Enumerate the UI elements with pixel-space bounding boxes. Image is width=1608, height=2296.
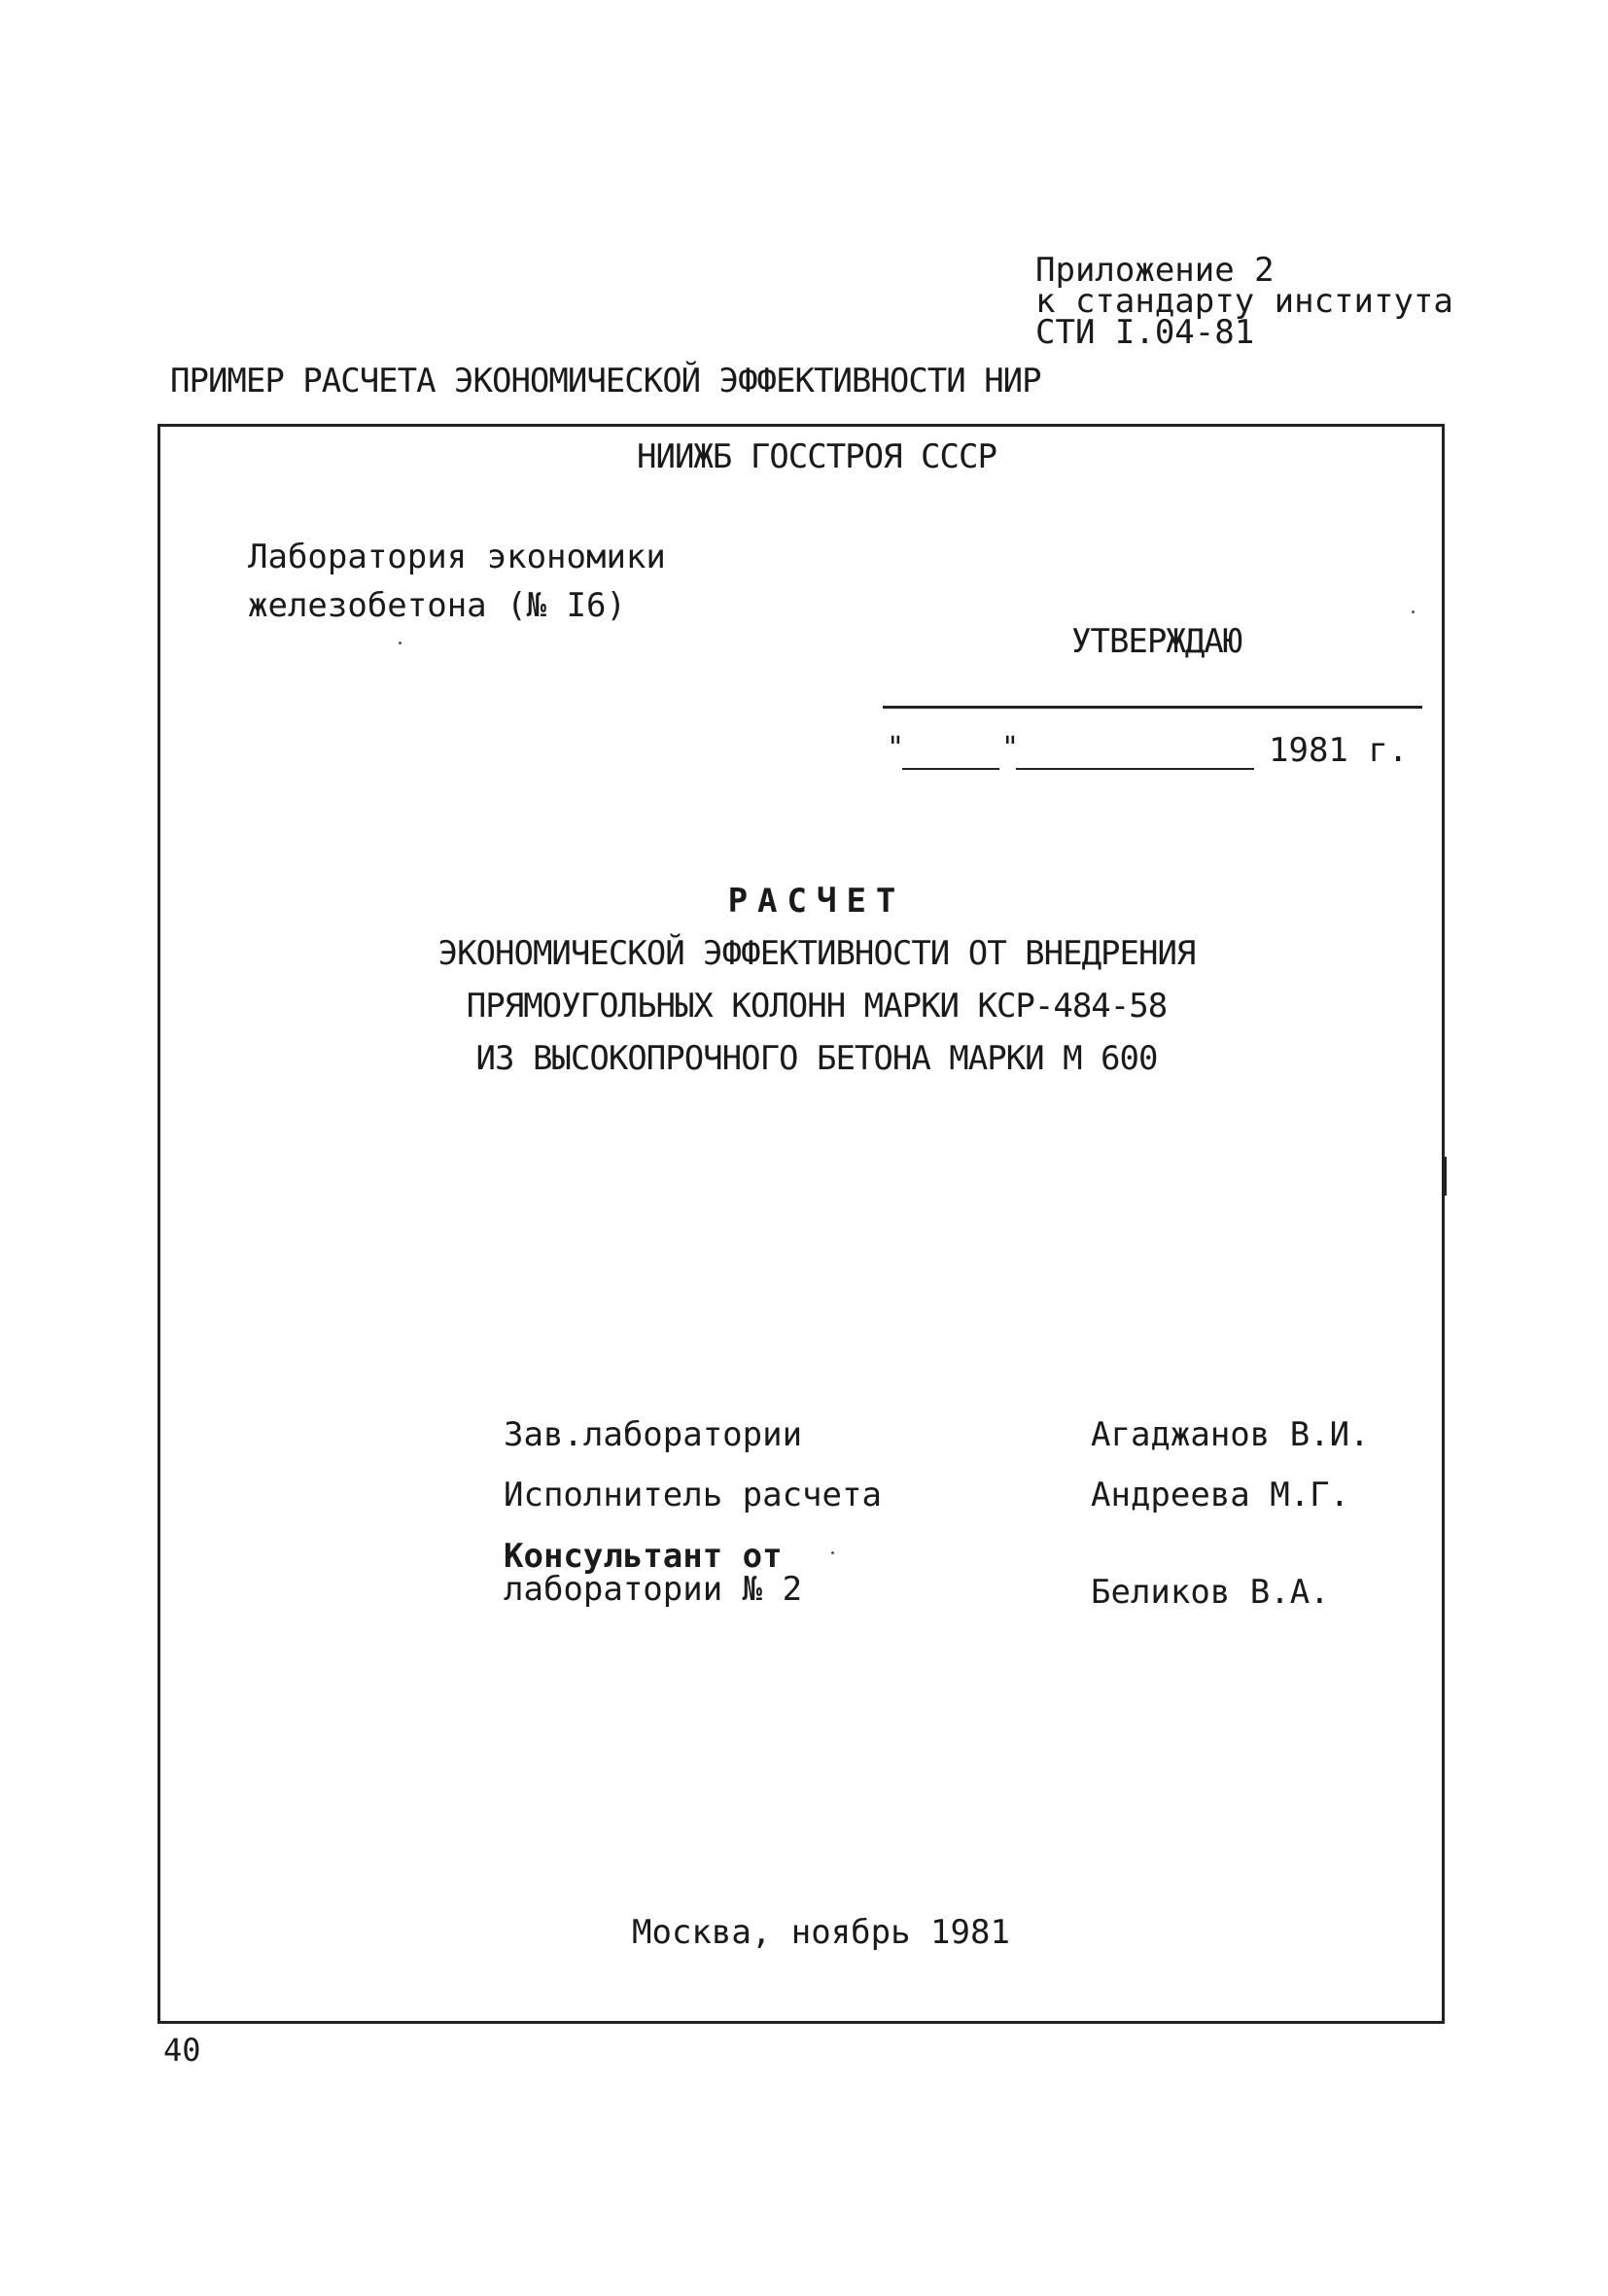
laboratory-line-2: железобетона (№ I6) bbox=[248, 586, 626, 625]
title-line-4: ИЗ ВЫСОКОПРОЧНОГО БЕТОНА МАРКИ М 600 bbox=[475, 1039, 1158, 1078]
signatory-name-3: Беликов В.А. bbox=[1091, 1573, 1330, 1612]
appendix-line-1: Приложение 2 bbox=[1035, 251, 1275, 290]
date-quote-close: " bbox=[1001, 731, 1020, 765]
date-day-blank bbox=[902, 768, 999, 770]
signatory-role-3-line-2: лаборатории № 2 bbox=[504, 1570, 803, 1609]
approval-year: 1981 г. bbox=[1269, 731, 1409, 770]
approval-label: УТВЕРЖДАЮ bbox=[1071, 622, 1242, 661]
signatory-role-1: Зав.лаборатории bbox=[504, 1415, 803, 1454]
appendix-note bbox=[1035, 251, 1453, 352]
scan-speck bbox=[399, 642, 402, 644]
document-title bbox=[428, 875, 1206, 1085]
appendix-line-3: СТИ I.04-81 bbox=[1035, 313, 1255, 352]
frame-edge-mark bbox=[1443, 1157, 1447, 1196]
signatory-role-3 bbox=[504, 1537, 803, 1609]
signatory-name-2: Андреева М.Г. bbox=[1091, 1476, 1350, 1514]
signatory-role-3-line-1: Консультант от bbox=[504, 1537, 783, 1576]
laboratory-name bbox=[248, 533, 666, 630]
date-quote-open: " bbox=[887, 731, 905, 765]
title-line-2: ЭКОНОМИЧЕСКОЙ ЭФФЕКТИВНОСТИ ОТ ВНЕДРЕНИЯ bbox=[437, 934, 1196, 973]
title-line-1: РАСЧЕТ bbox=[727, 882, 906, 921]
date-month-blank bbox=[1016, 768, 1254, 770]
signatory-role-2: Исполнитель расчета bbox=[504, 1476, 882, 1514]
signatory-name-1: Агаджанов В.И. bbox=[1091, 1415, 1370, 1454]
city-date: Москва, ноябрь 1981 bbox=[632, 1913, 1010, 1952]
title-line-3: ПРЯМОУГОЛЬНЫХ КОЛОНН МАРКИ КСР-484-58 bbox=[466, 987, 1168, 1026]
organization-name: НИИЖБ ГОССТРОЯ СССР bbox=[637, 437, 996, 476]
page-heading: ПРИМЕР РАСЧЕТА ЭКОНОМИЧЕСКОЙ ЭФФЕКТИВНОСТИ НИР bbox=[170, 362, 1041, 400]
page-number: 40 bbox=[163, 2032, 201, 2069]
approval-signature-line bbox=[883, 706, 1422, 709]
laboratory-line-1: Лаборатория экономики bbox=[248, 538, 666, 576]
scan-speck bbox=[831, 1551, 834, 1554]
appendix-line-2: к стандарту института bbox=[1035, 282, 1453, 321]
document-frame bbox=[157, 424, 1445, 2024]
scan-speck bbox=[1412, 610, 1415, 613]
